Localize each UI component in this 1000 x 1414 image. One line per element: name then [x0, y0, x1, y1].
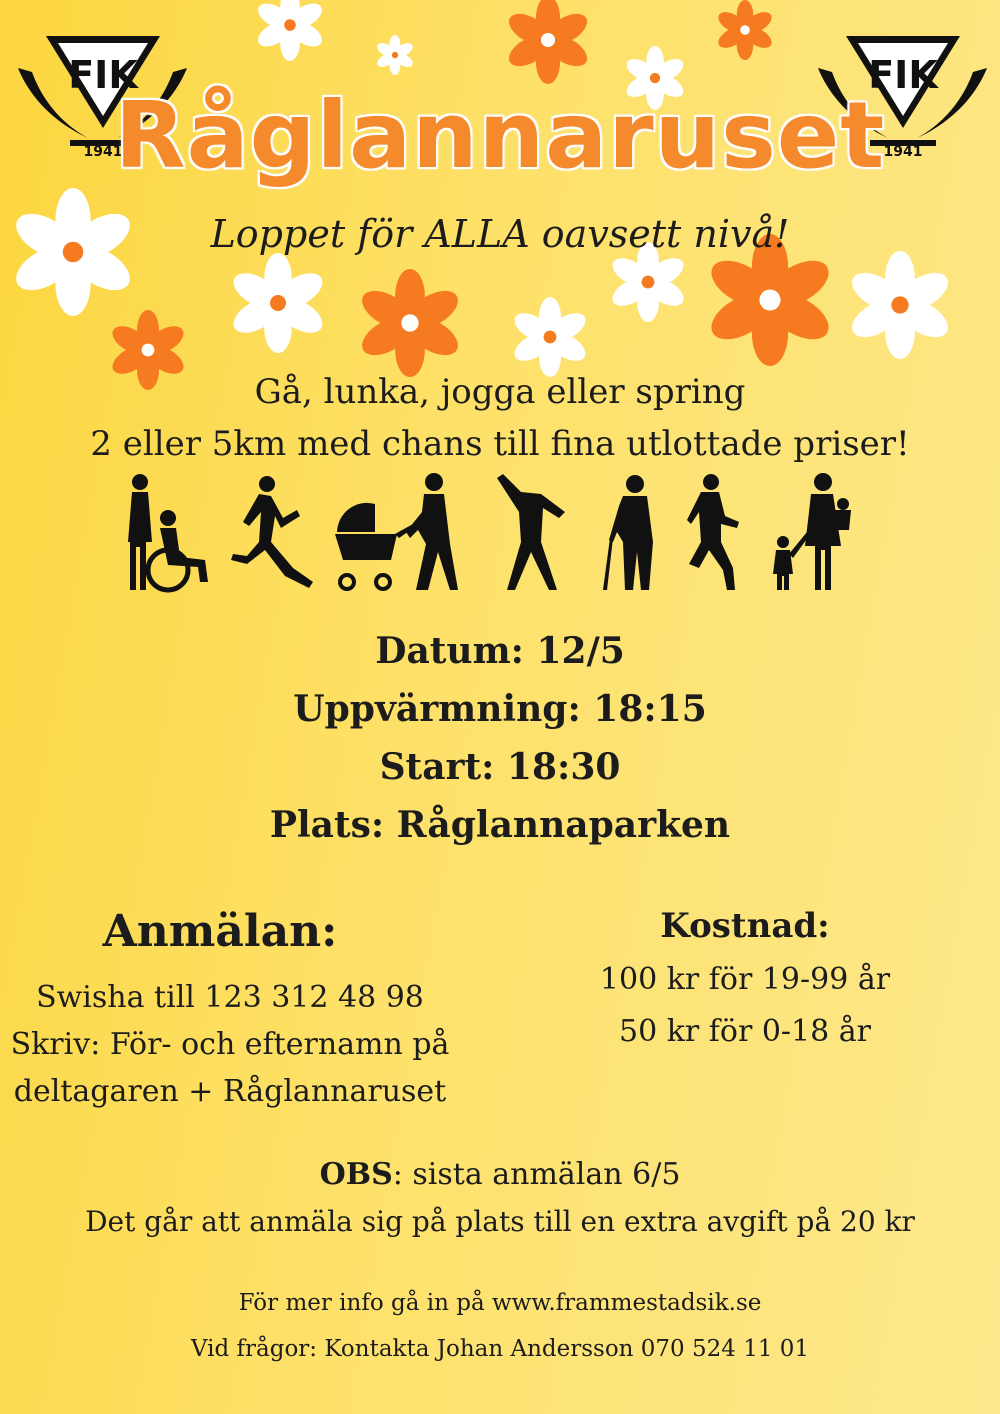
stretching-icon — [497, 474, 565, 590]
cost-heading: Kostnad: — [660, 906, 830, 946]
extra-fee-note: Det går att anmäla sig på plats till en extra avgift på 20 kr — [85, 1205, 915, 1238]
event-place: Plats: Råglannaparken — [269, 804, 731, 846]
flower-icon — [504, 0, 592, 84]
obs-note — [0, 1157, 1000, 1192]
runner-icon — [231, 476, 313, 588]
event-date: Datum: 12/5 — [375, 630, 625, 672]
event-warmup: Uppvärmning: 18:15 — [293, 688, 707, 730]
intro-line-1: Gå, lunka, jogga eller spring — [254, 372, 746, 412]
intro-line-2: 2 eller 5km med chans till fina utlottade priser! — [90, 424, 910, 464]
info-link-text: För mer info gå in på www.frammestadsik.se — [238, 1290, 762, 1316]
cost-line-2: 50 kr för 0-18 år — [619, 1014, 871, 1049]
svg-text:1941: 1941 — [83, 144, 123, 158]
registration-line-1: Swisha till 123 312 48 98 — [36, 980, 424, 1015]
runner-icon — [687, 474, 739, 590]
flower-icon — [715, 0, 775, 60]
flower-icon — [510, 297, 590, 377]
registration-heading: Anmälan: — [102, 906, 338, 957]
flower-icon — [228, 253, 328, 353]
stroller-icon — [335, 503, 415, 589]
flower-icon — [375, 35, 415, 75]
silhouettes-row — [120, 472, 880, 597]
registration-line-3: deltagaren + Råglannaruset — [13, 1074, 447, 1109]
event-start: Start: 18:30 — [379, 746, 621, 788]
elderly-walker-icon — [603, 475, 653, 590]
family-icon — [773, 473, 851, 590]
svg-text:FIK: FIK — [68, 53, 138, 97]
cost-line-1: 100 kr för 19-99 år — [599, 962, 891, 997]
flower-icon — [254, 0, 326, 61]
poster-subtitle: Loppet för ALLA oavsett nivå! — [210, 212, 790, 256]
obs-label: OBS — [319, 1157, 393, 1192]
flower-icon — [356, 269, 464, 377]
svg-text:FIK: FIK — [868, 53, 938, 97]
obs-text: : sista anmälan 6/5 — [392, 1157, 681, 1192]
svg-text:1941: 1941 — [883, 144, 923, 158]
contact-text: Vid frågor: Kontakta Johan Andersson 070 524 11 01 — [190, 1336, 810, 1362]
flower-icon — [846, 251, 954, 359]
poster-title: Råglannaruset — [114, 82, 886, 189]
registration-line-2: Skriv: För- och efternamn på — [10, 1027, 450, 1062]
wheelchair-icon — [128, 474, 208, 590]
